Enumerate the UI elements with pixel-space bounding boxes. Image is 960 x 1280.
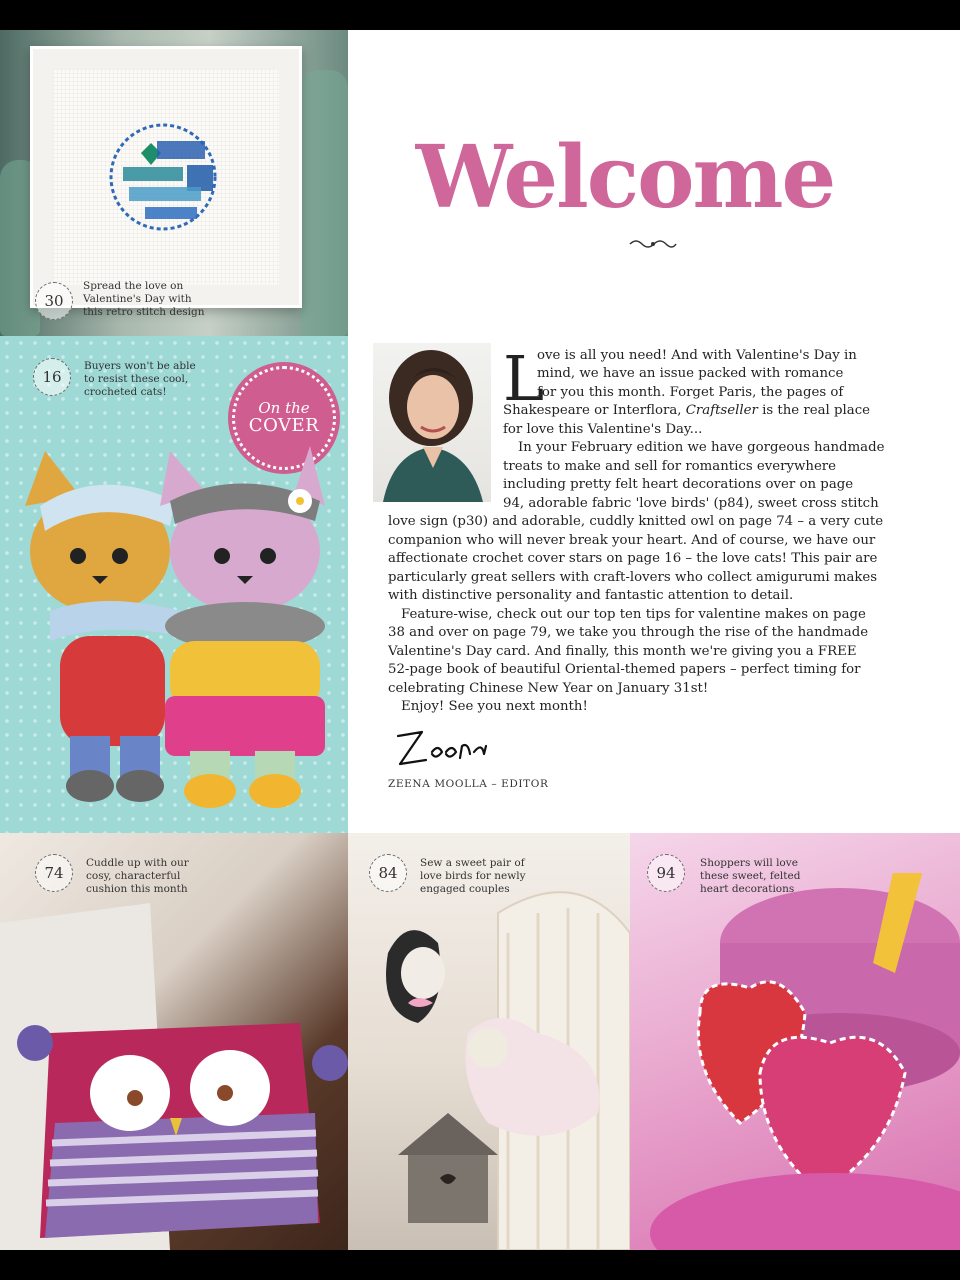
page-title: Welcome (415, 127, 835, 228)
editor-photo (373, 343, 491, 502)
letter-line: for love this Valentine's Day... (503, 422, 703, 437)
letter-line: celebrating Chinese New Year on January 31st! (388, 681, 709, 696)
felt-hearts-illustration (630, 873, 960, 1250)
photo-caption: Shoppers will love these sweet, felted heart decorations (700, 857, 801, 895)
letter-line: 94, adorable fabric 'love birds' (p84), sweet cross stitch (503, 496, 879, 511)
drop-cap: L (503, 342, 545, 415)
page-badge: 94 (647, 854, 685, 892)
letter-line: with distinctive personality and fantastic attention to detail. (388, 588, 794, 603)
photo-caption: Sew a sweet pair of love birds for newly engaged couples (420, 857, 526, 895)
letter-line: mind, we have an issue packed with romance (537, 366, 844, 381)
photo-caption: Buyers won't be able to resist these cool, crocheted cats! (84, 360, 196, 398)
page-badge: 30 (35, 282, 73, 320)
photo-owl-cushion (0, 833, 348, 1250)
magazine-page (0, 30, 960, 1250)
love-stitch-design (53, 69, 279, 285)
page-badge: 84 (369, 854, 407, 892)
owl-cushion-illustration (0, 893, 348, 1250)
letter-line: 52-page book of beautiful Oriental-themed papers – perfect timing for (388, 662, 861, 677)
photo-caption: Cuddle up with our cosy, characterful cushion this month (86, 857, 189, 895)
letter-line: Shakespeare or Interflora, Craftseller is the real place (503, 403, 871, 418)
editor-signature (392, 724, 492, 770)
photo-cross-stitch (0, 30, 348, 336)
photo-caption: Spread the love on Valentine's Day with this retro stitch design (83, 280, 205, 318)
editor-name: ZEENA MOOLLA – EDITOR (388, 778, 549, 790)
letter-line: Feature-wise, check out our top ten tips for valentine makes on page (401, 607, 866, 622)
crochet-cats-illustration (10, 446, 340, 826)
letter-line: affectionate crochet cover stars on page 16 – the love cats! This pair are (388, 551, 878, 566)
letter-line: love sign (p30) and adorable, cuddly knitted owl on page 74 – a very cute (388, 514, 884, 529)
letter-line: including pretty felt heart decorations over on page (503, 477, 854, 492)
letter-line: Valentine's Day card. And finally, this month we're giving you a FREE (388, 644, 857, 659)
on-the-cover-roundel: On the COVER (232, 366, 336, 470)
picture-frame (30, 46, 302, 308)
letter-line: treats to make and sell for romantics everywhere (503, 459, 837, 474)
letter-line: for you this month. Forget Paris, the pages of (537, 385, 844, 400)
love-birds-illustration (348, 873, 630, 1250)
glass-bottle (300, 70, 348, 336)
photo-love-birds (348, 833, 630, 1250)
photo-crochet-cats (0, 336, 348, 833)
letter-line: In your February edition we have gorgeous handmade (518, 440, 885, 455)
letter-line: Enjoy! See you next month! (401, 699, 588, 714)
letter-line: ove is all you need! And with Valentine's Day in (537, 348, 857, 363)
photo-felt-hearts (630, 833, 960, 1250)
page-badge: 74 (35, 854, 73, 892)
letter-line: companion who will never break your heart. And of course, we have our (388, 533, 876, 548)
letter-line: 38 and over on page 79, we take you through the rise of the handmade (388, 625, 869, 640)
letter-line: particularly great sellers with craft-lovers who collect amigurumi makes (388, 570, 878, 585)
page-badge: 16 (33, 358, 71, 396)
flourish-ornament (628, 238, 678, 250)
